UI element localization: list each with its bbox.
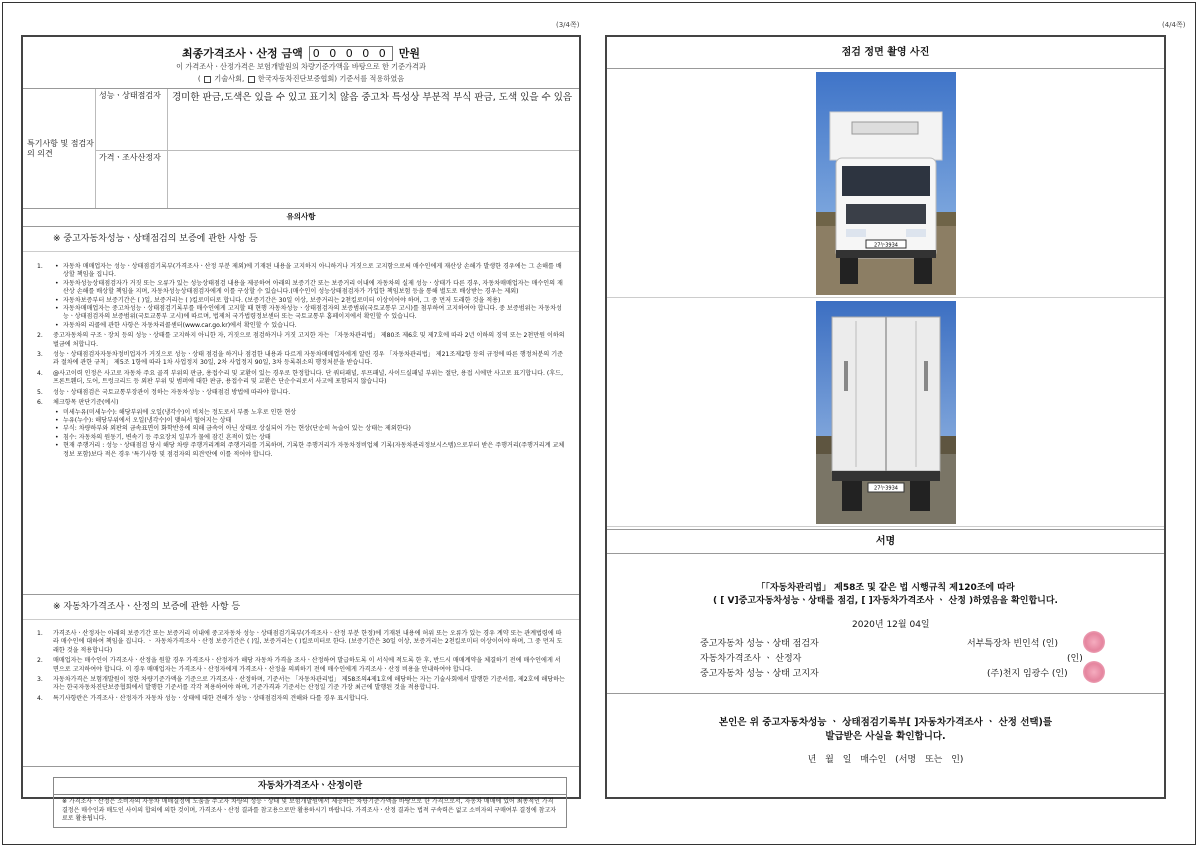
- signer-name-appraiser: (인): [1067, 654, 1083, 664]
- section1-heading: ※ 중고자동차성능ㆍ상태점검의 보증에 관한 사항 등: [23, 227, 579, 252]
- price-note-2: ( 기술사회, 한국자동차진단보증협회) 기준서를 적용하였음: [197, 74, 405, 83]
- price-section: [23, 37, 579, 89]
- signer-name-notifier: (주)천지 임광수 (인): [987, 669, 1068, 679]
- notice-item: 1. • 자동차 매매업자는 성능ㆍ상태점검기록부(가격조사ㆍ산정 부분 제외)에 기재된 내용을 고지하지 아니하거나 거짓으로 고지함으로써 매수인에게 재산상 손해가 발생한 경우에는 그 손해를 배상할 책임을 집니다. • 자동차성능상태점검자가 거짓 또는 오류가 있는 성능상태점검 내용을 제공하여 아래의 보증기간 또는 보증거리 이내에 자동차의 실제 성능ㆍ상태가 다른 경우, 자동차매매업자는 매수인의 재산상 손해를 배상할 책임을 지며, 자동차성능상태점검자에게 이를 구상할 수 있습니다.(매수인이 성능상태점검자가 가입한 책임보험 등을 통해 별도로 배상받는 경우는 제외) • 자동차보증부터 보증기간은 ( )일, 보증거리는 ( )킬로미터로 합니다. (보증기간은 30일 이상, 보증거리는 2천킬로미터 이상이어야 하며, 그 중 먼저 도래한 것을 적용) • 자동차매매업자는 중고차성능ㆍ상태점검기록부를 매수인에게 고지할 때 현행 자동차성능ㆍ상태점검자의 보증범위(국토교통부 고시)를 첨부하여 고지하여야 합니다. 중 보증범위는 자동차성능ㆍ상태점검자의 보증범위(국토교통부 고시)에 따르며, 법제처 국가법령정보센터 또는 국토교통부 홈페이지에서 확인할 수 있습니다. • 자동차의 리콜에 관한 사항은 자동차리콜센터(www.car.go.kr)에서 확인할 수 있습니다.: [37, 263, 565, 330]
- page-number-right: (4/4쪽): [1162, 21, 1186, 29]
- price-title-row: [182, 45, 420, 61]
- notice-subitem: • 현재 주행거리 : 성능ㆍ상태점검 당시 해당 차량 주행거리계의 주행거리를 기록하며, 기록한 주행거리가 자동차정비업체 기록(자동차관리정보시스템)으로부터 받은 주행거리(주행거리계 교체 정보 포함)보다 적은 경우 '특기사항 및 점검자의 의견'란에 이를 적어야 합니다.: [53, 442, 565, 459]
- notice-subitem: • 누유(누수): 해당부위에서 오일(냉각수)이 맺혀서 떨어지는 상태: [53, 417, 565, 425]
- signer-role-inspector: 중고자동차 성능ㆍ상태 점검자: [700, 639, 819, 649]
- seal-stamp: [1083, 661, 1105, 683]
- notice-subitem: • 자동차보증부터 보증기간은 ( )일, 보증거리는 ( )킬로미터로 합니다. (보증기간은 30일 이상, 보증거리는 2천킬로미터 이상이어야 하며, 그 중 먼저 도래한 것을 적용): [53, 297, 565, 305]
- price-unit: 만원: [398, 47, 420, 60]
- section2-body: [23, 620, 579, 767]
- notice-item: 2. 매매업자는 매수인이 가격조사ㆍ산정을 원할 경우 가격조사ㆍ산정자가 해당 자동차 가격을 조사ㆍ산정하여 발급하도록 이 서식에 적도록 한 후, 반드시 매매계약을 체결하기 전에 매수인에게 서면으로 고지하여야 합니다. 이 경우 매매업자는 가격조사ㆍ산정자에게 가격조사ㆍ산정을 의뢰하기 전에 매수인에게 가격조사ㆍ산정 비용을 안내하여야 합니다.: [37, 657, 561, 673]
- signer-role-appraiser: 자동차가격조사 ㆍ 산정자: [700, 654, 802, 664]
- definition-title: 자동차가격조사ㆍ산정이란: [54, 778, 566, 795]
- right-page: [605, 35, 1166, 799]
- definition-text: ※ 가격조사ㆍ산정은 소비자의 자동차 매매결정에 도움을 주고자 차량의 성능ㆍ상태 및 보험개발원에서 제공하는 차량기준가액을 바탕으로 한 가격으로서, 자동차 매매에 있어 최종적인 가격 결정은 매수인과 매도인 사이의 합의에 의한 것이며, 가격조사ㆍ산정 결과를 참고용으로만 활용하시기 바랍니다. 가격조사ㆍ산정 결과는 법적 구속력은 없고 소비자의 구매여부 결정에 참고자료로 활용됩니다.: [62, 798, 557, 822]
- notice-subitem: • 침수: 자동차의 원동기, 변속기 등 주요장치 일부가 물에 잠긴 흔적이 있는 상태: [53, 434, 565, 442]
- signature-area: [607, 554, 1164, 694]
- signature-date: 2020년 12월 04일: [852, 620, 930, 630]
- signature-title: 서명: [607, 529, 1164, 554]
- section2-heading: ※ 자동차가격조사ㆍ산정의 보증에 관한 사항 등: [23, 595, 579, 620]
- notice-item: 3. 성능ㆍ상태점검자자동차정비업자가 거짓으로 성능ㆍ상태 점검을 하거나 점검한 내용과 다르게 자동차매매업자에게 알린 경우 「자동차관리법」 제21조제2항 등의 규정에 따른 행정처분의 기준과 절차에 관한 규칙」 제5조 1항에 따라 1차 사업정지 30일, 2차 사업정지 90일, 3차 등록취소의 행정처분을 받습니다.: [37, 351, 564, 367]
- notice-subitem: • 부식: 차량하부와 외판의 금속표면이 화학반응에 의해 금속이 아닌 상태로 상실되어 가는 현상(단순히 녹슬어 있는 상태는 제외한다): [53, 425, 565, 433]
- checkbox-icon[interactable]: [204, 76, 211, 83]
- price-amount: 0 0 0 0 0: [309, 46, 393, 61]
- section1-body: [23, 252, 579, 595]
- opinion-section: [23, 89, 579, 209]
- page-number-left: (3/4쪽): [556, 21, 580, 29]
- truck-front-photo: [816, 72, 956, 295]
- price-note-1: 이 가격조사ㆍ산정가격은 보험개발원의 차량기준가액을 바탕으로 한 기준가격과: [176, 62, 426, 71]
- photo-title: 점검 정면 촬영 사진: [607, 37, 1164, 69]
- price-title: 최종가격조사ㆍ산정 금액: [182, 47, 303, 60]
- appraiser-opinion: [168, 151, 579, 208]
- notice-item: 5. 성능ㆍ상태점검은 국토교통부장관이 정하는 자동차성능ㆍ상태점검 방법에 따라야 합니다.: [37, 388, 291, 396]
- checkbox-icon[interactable]: [248, 76, 255, 83]
- notice-item: 2. 중고자동차의 구조ㆍ장치 등의 성능ㆍ상태를 고지하지 아니한 자, 거짓으로 점검하거나 거짓 고지한 자는 「자동차관리법」 제80조 제6호 및 제7호에 따라 2년 이하의 징역 또는 2천만원 이하의 벌금에 처합니다.: [37, 332, 565, 348]
- notice-item: 1. 가격조사ㆍ산정자는 아래의 보증기간 또는 보증거리 이내에 중고자동차 성능ㆍ상태점검기록부(가격조사ㆍ산정 부분 한정)에 기재된 내용에 허위 또는 오류가 있는 경우 계약 또는 관계법령에 따라 매수인에 대하여 책임을 집니다. ㆍ 자동차가격조사ㆍ산정 보증기간은 ( )일, 보증거리는 ( )킬로미터로 한다. (보증기간은 30일 이상, 보증거리는 2천킬로미터 이상이어야 하며, 그 중 먼저 도래한 것을 적용합니다): [37, 630, 563, 654]
- notice-item: 4. 특기사항란은 가격조사ㆍ산정자가 자동차 성능ㆍ상태에 대한 견해가 성능ㆍ상태점검자의 견해와 다를 경우 표시합니다.: [37, 694, 369, 702]
- notice-item: 3. 자동차가격은 보험개발원이 정한 차량기준가액을 기준으로 가격조사ㆍ산정하며, 기준서는 「자동차관리법」 제58조의4제1호에 해당하는 자는 기술사회에서 발행한 기준서를, 제2호에 해당하는 자는 한국자동차진단보증협회에서 발행한 기준서를 각각 적용하여야 하며, 기준가격과 기준서는 산정일 기준 가장 최근에 발행된 것을 적용합니다.: [37, 676, 565, 692]
- rear-plate: 27누3934: [873, 485, 898, 491]
- opinion-row-inspector: 성능ㆍ상태점검자 경미한 판금,도색은 있을 수 있고 표기치 않음 중고차 특성상 부분적 부식 판금, 도색 있을 수 있음: [96, 89, 579, 151]
- notice-item: 4. @사고이력 인정은 사고로 자동차 주요 골격 부위의 판금, 용접수리 및 교환이 있는 경우로 한정합니다. 단 쿼터패널, 루프패널, 사이드실패널 부위는 절단, 용접 시에만 사고로 표기합니다. (후드, 프론트휀더, 도어, 트렁크리드 등 외판 부위 및 범퍼에 대한 판금, 용접수리 및 교환은 단순수리로서 사고에 포함되지 않습니다): [37, 369, 564, 386]
- left-page: [21, 35, 581, 822]
- notice-subitem: • 미세누유(미세누수): 해당부위에 오일(냉각수)이 비치는 정도로서 부품 노후로 인한 현상: [53, 409, 565, 417]
- signer-name-inspector: 서부특장차 빈인석 (인): [967, 639, 1058, 649]
- opinion-header: 특기사항 및 점검자의 의견: [23, 89, 96, 208]
- notice-subitem: • 자동차성능상태점검자가 거짓 또는 오류가 있는 성능상태점검 내용을 제공하여 아래의 보증기간 또는 보증거리 이내에 자동차의 실제 성능ㆍ상태가 다른 경우, 자동차매매업자는 매수인의 재산상 손해를 배상할 책임을 지며, 자동차성능상태점검자에게 이를 구상할 수 있습니다.(매수인이 성능상태점검자가 가입한 책임보험 등을 통해 별도로 배상받는 경우는 제외): [53, 280, 565, 297]
- opinion-row-appraiser: 가격ㆍ조사산정자: [96, 151, 579, 208]
- buyer-confirmation: 본인은 위 중고자동차성능 ㆍ 상태점검기록부[ ]자동차가격조사 ㆍ 산정 선택)를 발급받은 사실을 확인합니다. 년 월 일 매수인 (서명 또는 인): [607, 694, 1164, 765]
- signer-role-notifier: 중고자동차 성능ㆍ상태 고지자: [700, 669, 819, 679]
- signature-law: 「「자동차관리법」 제58조 및 같은 법 시행규칙 제120조에 따라 ( [ V]중고자동차성능ㆍ상태를 점검, [ ]자동차가격조사 ㆍ 산정 )하였음을 확인합니다.: [713, 583, 1058, 606]
- inspector-opinion: 경미한 판금,도색은 있을 수 있고 표기치 않음 중고차 특성상 부분적 부식 판금, 도색 있을 수 있음: [172, 92, 573, 103]
- definition-box: [53, 777, 567, 828]
- seal-stamp: [1083, 631, 1105, 653]
- notice-subitem: • 자동차의 리콜에 관한 사항은 자동차리콜센터(www.car.go.kr)에서 확인할 수 있습니다.: [53, 322, 565, 330]
- buyer-sign-line: 년 월 일 매수인 (서명 또는 인): [807, 755, 964, 765]
- notes-title: 유의사항: [23, 209, 579, 227]
- front-plate: 27누3934: [873, 242, 898, 248]
- rear-photo-slot: [607, 298, 1164, 527]
- notice-subitem: • 자동차매매업자는 중고차성능ㆍ상태점검기록부를 매수인에게 고지할 때 현행 자동차성능ㆍ상태점검자의 보증범위(국토교통부 고시)를 첨부하여 고지하여야 합니다. 중 보증범위는 자동차성능ㆍ상태점검자의 보증범위(국토교통부 고시)에 따르며, 법제처 국가법령정보센터 또는 국토교통부 홈페이지에서 확인할 수 있습니다.: [53, 305, 565, 322]
- truck-rear-photo: [816, 301, 956, 524]
- notice-subitem: • 자동차 매매업자는 성능ㆍ상태점검기록부(가격조사ㆍ산정 부분 제외)에 기재된 내용을 고지하지 아니하거나 거짓으로 고지함으로써 매수인에게 재산상 손해가 발생한 경우에는 그 손해를 배상할 책임을 집니다.: [53, 263, 565, 280]
- front-photo-slot: [607, 69, 1164, 298]
- notice-item: 6. 체크항목 판단기준(예시) • 미세누유(미세누수): 해당부위에 오일(냉각수)이 비치는 정도로서 부품 노후로 인한 현상 • 누유(누수): 해당부위에서 오일(냉각수)이 맺혀서 떨어지는 상태 • 부식: 차량하부와 외판의 금속표면이 화학반응에 의해 금속이 아닌 상태로 상실되어 가는 현상(단순히 녹슬어 있는 상태는 제외한다) • 침수: 자동차의 원동기, 변속기 등 주요장치 일부가 물에 잠긴 흔적이 있는 상태 • 현재 주행거리 : 성능ㆍ상태점검 당시 해당 차량 주행거리계의 주행거리를 기록하며, 기록한 주행거리가 자동차정비업체 기록(자동차관리정보시스템)으로부터 받은 주행거리(주행거리계 교체 정보 포함)보다 적은 경우 '특기사항 및 점검자의 의견'란에 이를 적어야 합니다.: [37, 399, 565, 459]
